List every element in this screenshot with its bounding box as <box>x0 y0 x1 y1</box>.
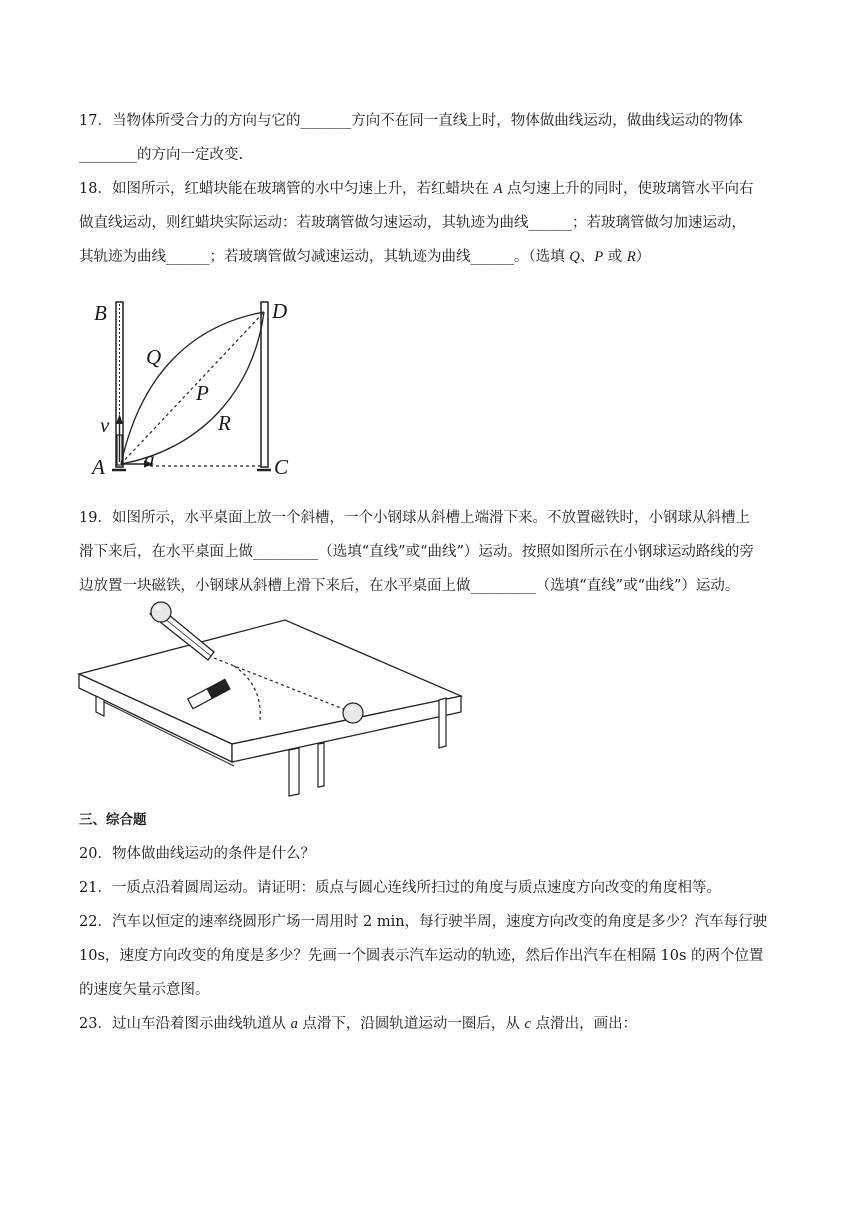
q22-line2: 10s，速度方向改变的角度是多少？先画一个圆表示汽车运动的轨迹，然后作出汽车在相隔 10s 的两个位置 <box>79 948 764 964</box>
label-b: B <box>94 301 107 325</box>
q18-option-p: P <box>594 249 604 265</box>
trajectory-p <box>121 312 264 464</box>
q18-line3 <box>79 247 650 267</box>
table-leg <box>439 698 446 748</box>
q18-trajectory-figure <box>88 290 328 480</box>
q19-line1: 19．如图所示，水平桌面上放一个斜槽，一个小钢球从斜槽上端滑下来。不放置磁铁时，小钢球从斜槽上 <box>79 510 750 526</box>
q18-line2: 做直线运动，则红蜡块实际运动：若玻璃管做匀速运动，其轨迹为曲线______；若玻璃管做匀加速运动， <box>79 215 746 231</box>
q23-text <box>79 1014 637 1034</box>
q18-line1 <box>79 179 754 199</box>
q19-line3: 边放置一块磁铁，小钢球从斜槽上滑下来后，在水平桌面上做_________（选填“直线”或“曲线”）运动。 <box>79 578 740 594</box>
q22-line3: 的速度矢量示意图。 <box>79 982 210 998</box>
label-accel: a <box>144 447 155 471</box>
label-d: D <box>272 299 288 323</box>
q19-table-figure <box>74 596 464 801</box>
q20-text: 20．物体做曲线运动的条件是什么？ <box>79 846 315 862</box>
q23-point-c: c <box>524 1016 531 1032</box>
q18-text: 其轨迹为曲线______；若玻璃管做匀减速运动，其轨迹为曲线______。（选填 <box>79 249 570 265</box>
ball-highlight <box>347 707 353 711</box>
ball-highlight <box>155 606 161 610</box>
q18-option-q: Q <box>569 249 580 265</box>
q18-text: 、 <box>579 249 595 265</box>
q23-point-a: a <box>290 1016 298 1032</box>
q21-text: 21．一质点沿着圆周运动。请证明：质点与圆心连线所扫过的角度与质点速度方向改变的角度相等。 <box>79 880 721 896</box>
q18-var-a: A <box>493 181 503 197</box>
label-a: A <box>92 455 105 479</box>
steel-ball-on-ramp <box>151 602 171 622</box>
q18-text: 18．如图所示，红蜡块能在玻璃管的水中匀速上升，若红蜡块在 <box>79 181 494 197</box>
q18-option-r: R <box>626 249 636 265</box>
label-v: v <box>100 413 110 437</box>
label-c: C <box>274 455 289 479</box>
section-heading: 三、综合题 <box>79 812 147 828</box>
table-leg <box>96 696 104 716</box>
q19-line2: 滑下来后，在水平桌面上做_________（选填“直线”或“曲线”）运动。按照如图所示在小钢球运动路线的旁 <box>79 544 754 560</box>
q23-text-part: 点滑出，画出： <box>530 1016 638 1032</box>
label-r: R <box>218 411 231 435</box>
label-q: Q <box>146 345 162 369</box>
q23-text-part: 点滑下，沿圆轨道运动一圈后，从 <box>297 1016 525 1032</box>
q18-text: 点匀速上升的同时，使玻璃管水平向右 <box>502 181 754 197</box>
q23-text-part: 23．过山车沿着图示曲线轨道从 <box>79 1016 291 1032</box>
q17-line2: ________的方向一定改变. <box>79 147 244 163</box>
q18-text: 或 <box>603 249 627 265</box>
table-top <box>79 620 461 744</box>
q18-text: ） <box>635 249 651 265</box>
velocity-arrowhead <box>116 414 123 424</box>
q22-line1: 22．汽车以恒定的速率绕圆形广场一周用时 2 min，每行驶半周，速度方向改变的角度是多少？汽车每行驶 <box>79 914 768 930</box>
steel-ball-on-table <box>343 703 363 723</box>
label-p: P <box>196 381 209 405</box>
q17-line1: 17．当物体所受合力的方向与它的_______方向不在同一直线上时，物体做曲线运动，做曲线运动的物体 <box>79 113 743 129</box>
table-leg <box>318 743 324 787</box>
table-leg <box>289 748 299 796</box>
